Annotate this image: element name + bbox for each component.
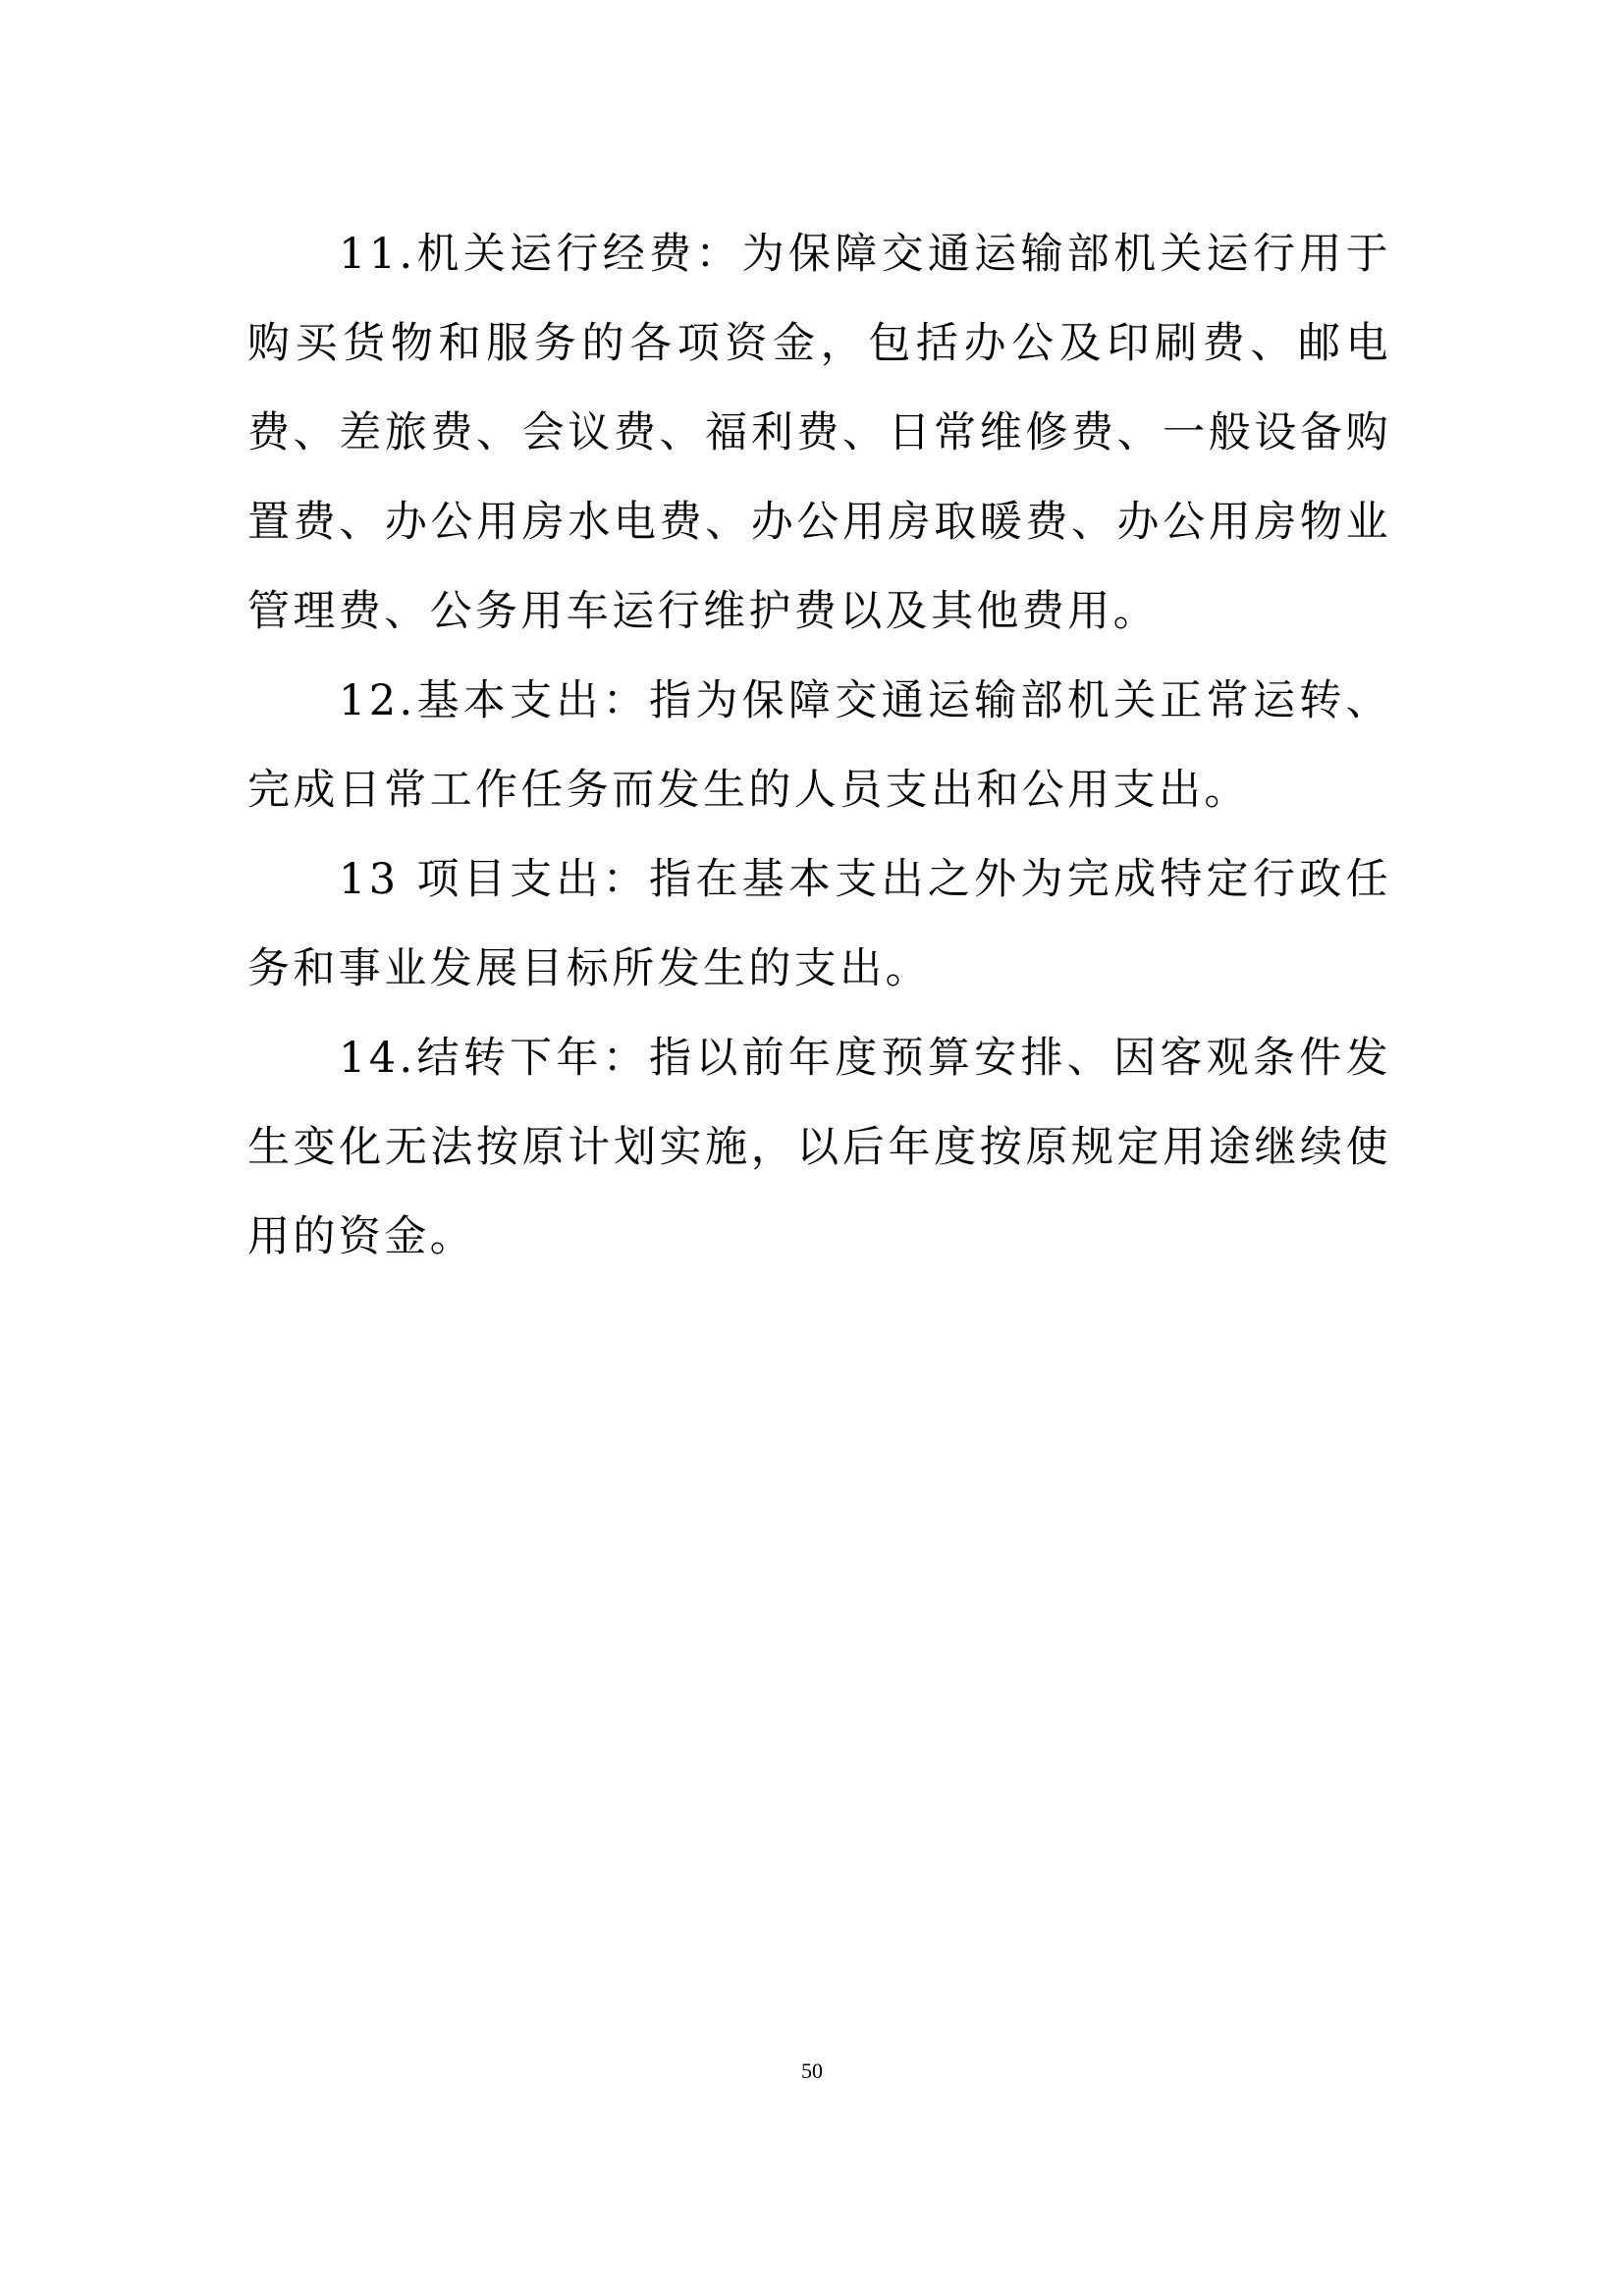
document-body	[247, 210, 1391, 1282]
page-number: 50	[801, 2058, 823, 2083]
paragraph-project-expenditure: 13 项目支出：指在基本支出之外为完成特定行政任务和事业发展目标所发生的支出。	[247, 855, 1391, 993]
paragraph-carryover-next-year: 14.结转下年：指以前年度预算安排、因客观条件发生变化无法按原计划实施，以后年度按原规定用途继续使用的资金。	[247, 1034, 1391, 1261]
paragraph-administrative-operating-expenses: 11.机关运行经费：为保障交通运输部机关运行用于购买货物和服务的各项资金，包括办公及印刷费、邮电费、差旅费、会议费、福利费、日常维修费、一般设备购置费、办公用房水电费、办公用房取暖费、办公用房物业管理费、公务用车运行维护费以及其他费用。	[247, 230, 1391, 636]
paragraph-basic-expenditure: 12.基本支出：指为保障交通运输部机关正常运转、完成日常工作任务而发生的人员支出和公用支出。	[247, 676, 1391, 815]
